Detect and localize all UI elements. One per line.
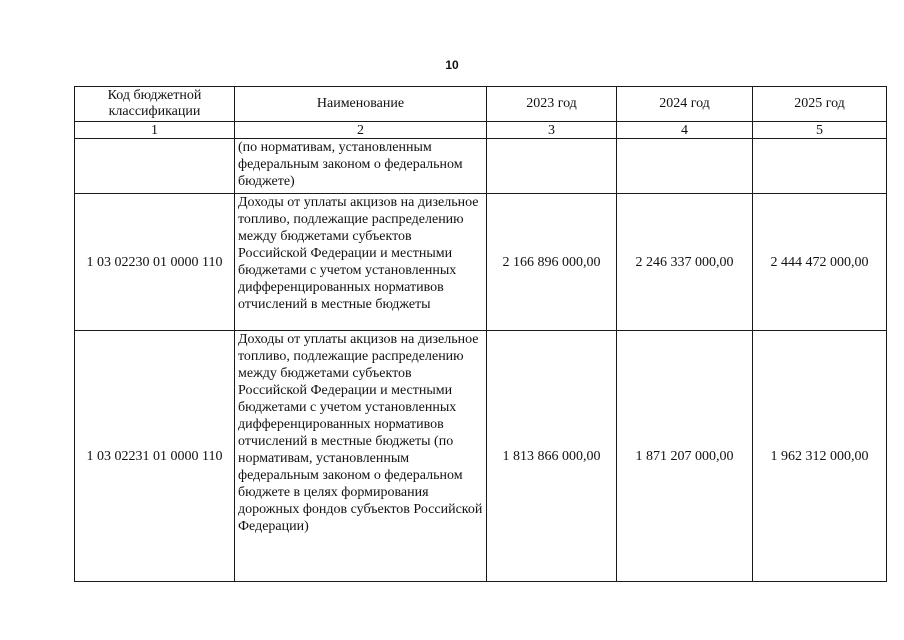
amount-2025-cell xyxy=(753,139,887,194)
table-row xyxy=(75,139,887,194)
table-row xyxy=(75,331,887,582)
revenue-name-cell: Доходы от уплаты акцизов на дизельное топливо, подлежащие распределению между бюджетами субъектов Российской Федерации и местными бюджетами с учетом установленных дифференцированных нормативов отчислений в местные бюджеты xyxy=(235,194,487,331)
column-number-row xyxy=(75,122,887,139)
table-row xyxy=(75,194,887,331)
amount-2025-cell: 1 962 312 000,00 xyxy=(753,331,887,582)
table-header-row xyxy=(75,87,887,122)
amount-2023-cell xyxy=(487,139,617,194)
column-number: 4 xyxy=(617,122,753,139)
budget-code-cell: 1 03 02230 01 0000 110 xyxy=(75,194,235,331)
column-number: 1 xyxy=(75,122,235,139)
header-year-2024: 2024 год xyxy=(617,87,753,122)
amount-2024-cell: 2 246 337 000,00 xyxy=(617,194,753,331)
column-number: 2 xyxy=(235,122,487,139)
amount-2024-cell: 1 871 207 000,00 xyxy=(617,331,753,582)
budget-code-cell xyxy=(75,139,235,194)
column-number: 5 xyxy=(753,122,887,139)
budget-revenue-table xyxy=(74,86,887,582)
header-name: Наименование xyxy=(235,87,487,122)
column-number: 3 xyxy=(487,122,617,139)
amount-2025-cell: 2 444 472 000,00 xyxy=(753,194,887,331)
header-budget-code: Код бюджетной классификации xyxy=(75,87,235,122)
header-year-2023: 2023 год xyxy=(487,87,617,122)
amount-2023-cell: 2 166 896 000,00 xyxy=(487,194,617,331)
header-year-2025: 2025 год xyxy=(753,87,887,122)
budget-code-cell: 1 03 02231 01 0000 110 xyxy=(75,331,235,582)
amount-2024-cell xyxy=(617,139,753,194)
amount-2023-cell: 1 813 866 000,00 xyxy=(487,331,617,582)
revenue-name-cell: Доходы от уплаты акцизов на дизельное топливо, подлежащие распределению между бюджетами субъектов Российской Федерации и местными бюджетами с учетом установленных дифференцированных нормативов отчислений в местные бюджеты (по нормативам, установленным федеральным законом о федеральном бюджете в целях формирования дорожных фондов субъектов Российской Федерации) xyxy=(235,331,487,582)
page-number: 10 xyxy=(445,58,459,72)
revenue-name-cell: (по нормативам, установленным федеральным законом о федеральном бюджете) xyxy=(235,139,487,194)
